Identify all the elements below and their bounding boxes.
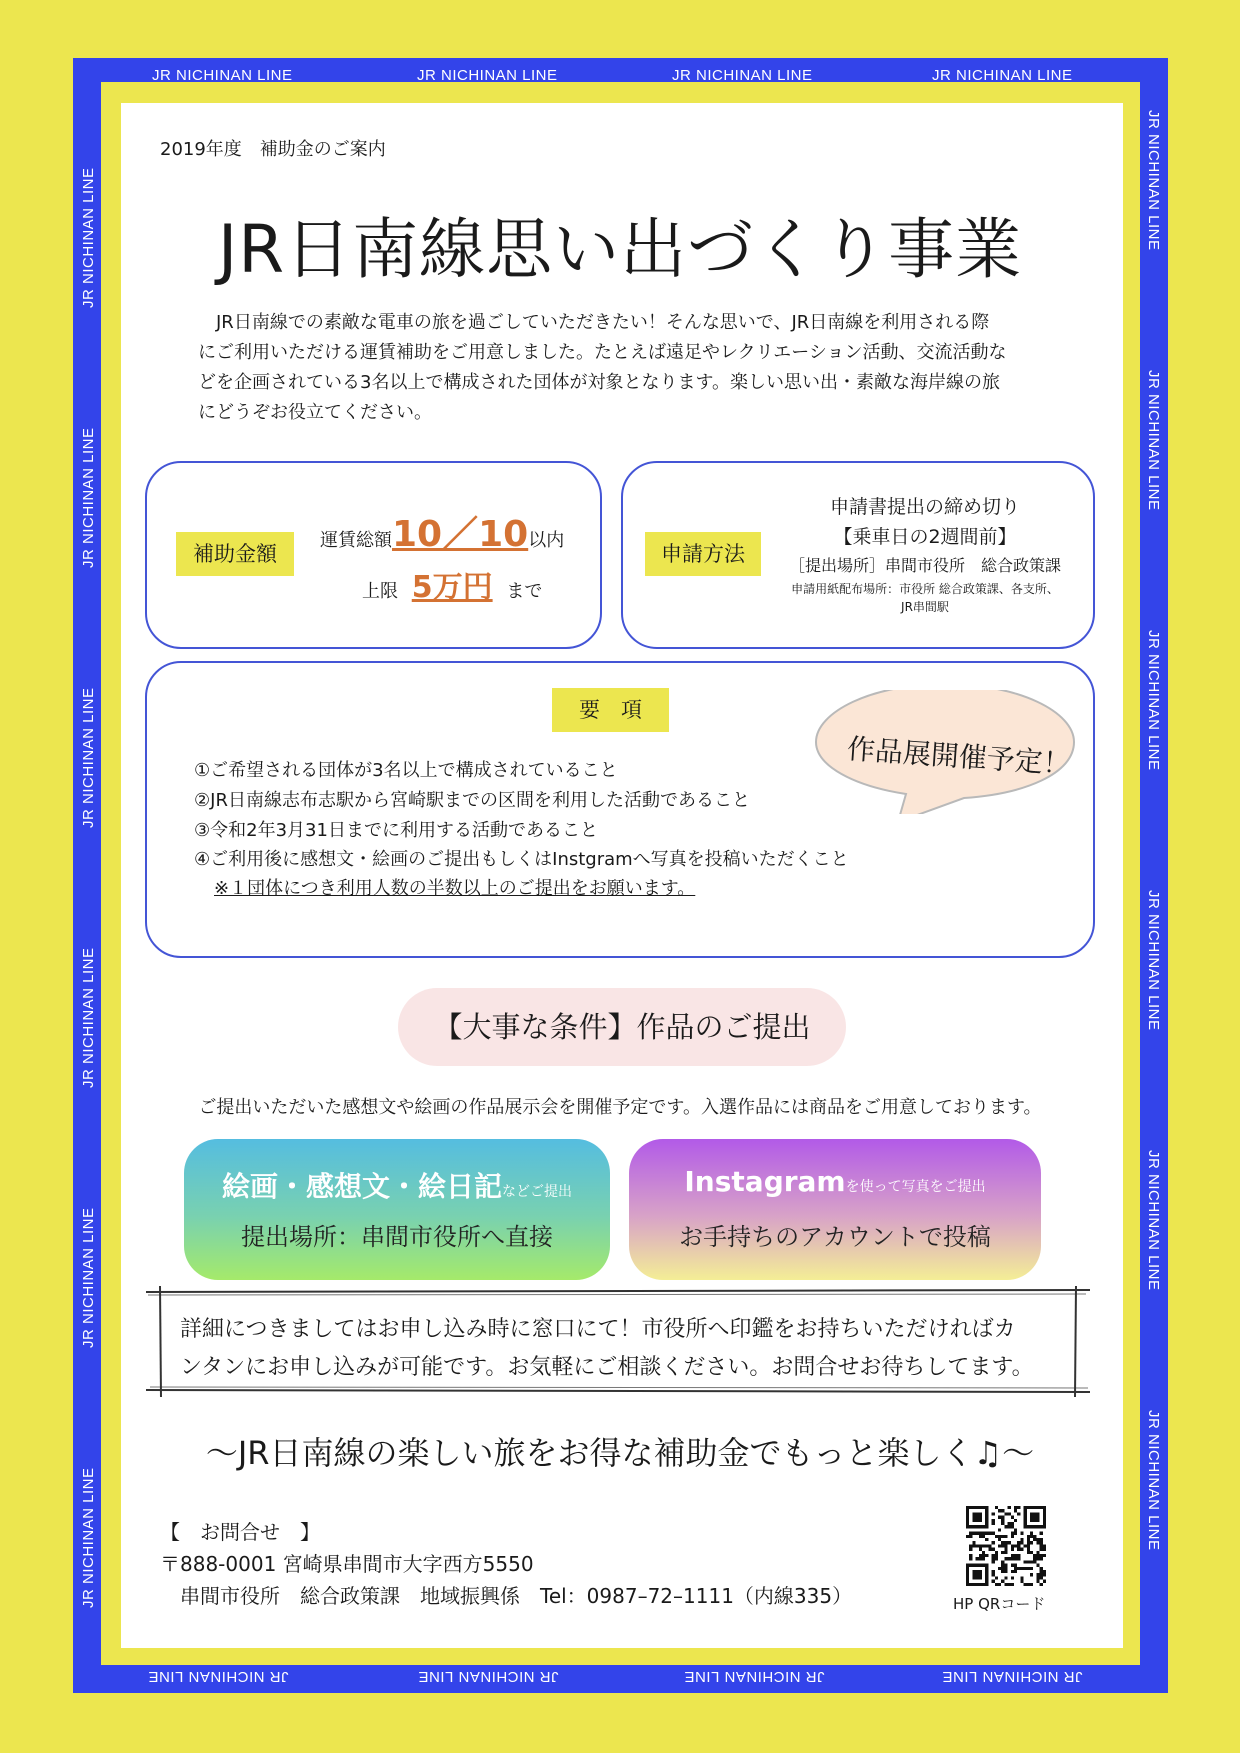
instagram-submission-title bbox=[629, 1165, 1041, 1198]
subsidy-rate-value: 10／10 bbox=[392, 514, 529, 555]
art-title-small: などご提出 bbox=[502, 1184, 572, 1200]
conditions-description: ご提出いただいた感想文や絵画の作品展示会を開催予定です。入選作品には商品をご用意しております。 bbox=[198, 1097, 1042, 1118]
band-text-left-1: JR NICHINAN LINE bbox=[80, 167, 97, 308]
requirement-item: ①ご希望される団体が3名以上で構成されていること bbox=[194, 760, 618, 781]
notice-line: ンタンにお申し込みが可能です。お気軽にご相談ください。お問合せお待ちしてます。 bbox=[180, 1355, 1034, 1380]
intro-line: どを企画されている3名以上で構成された団体が対象となります。楽しい思い出・素敵な海岸線の旅 bbox=[198, 372, 1001, 393]
exhibition-announcement: 作品展開催予定！ bbox=[846, 732, 1072, 781]
requirements-label: 要 項 bbox=[552, 688, 669, 732]
band-text-right-2: JR NICHINAN LINE bbox=[1145, 370, 1162, 511]
band-text-top-4: JR NICHINAN LINE bbox=[932, 67, 1073, 84]
instagram-title-small: を使って写真をご提出 bbox=[845, 1179, 986, 1195]
band-text-left-4: JR NICHINAN LINE bbox=[80, 947, 97, 1088]
requirement-item: ④ご利用後に感想文・絵画のご提出もしくはInstgramへ写真を投稿いただくこと bbox=[194, 849, 849, 870]
submission-place: ［提出場所］串間市役所 総合政策課 bbox=[788, 556, 1061, 575]
band-text-bottom-1: JR NICHINAN LINE bbox=[148, 1668, 289, 1685]
subsidy-rate-suffix: 以内 bbox=[528, 530, 565, 551]
subsidy-amount-label: 補助金額 bbox=[176, 532, 294, 576]
art-title-main: 絵画・感想文・絵日記 bbox=[221, 1170, 502, 1203]
band-text-right-4: JR NICHINAN LINE bbox=[1145, 890, 1162, 1031]
band-text-right-6: JR NICHINAN LINE bbox=[1145, 1410, 1162, 1551]
intro-line: JR日南線での素敵な電車の旅を過ごしていただきたい！そんな思いで、JR日南線を利用される際 bbox=[198, 312, 990, 333]
contact-heading: 【 お問合せ 】 bbox=[160, 1520, 320, 1544]
form-distribution-line1: 申請用紙配布場所：市役所 総合政策課、各支所、 bbox=[791, 582, 1059, 596]
instagram-submission-method: お手持ちのアカウントで投稿 bbox=[679, 1223, 991, 1251]
art-submission-panel bbox=[184, 1139, 610, 1280]
instagram-submission-panel bbox=[629, 1139, 1041, 1280]
band-text-top-3: JR NICHINAN LINE bbox=[672, 67, 813, 84]
notice-line: 詳細につきましてはお申し込み時に窓口にて！市役所へ印鑑をお持ちいただければカ bbox=[180, 1317, 1016, 1342]
instagram-title-main: Instagram bbox=[684, 1165, 846, 1198]
band-text-bottom-3: JR NICHINAN LINE bbox=[684, 1668, 825, 1685]
art-submission-title bbox=[184, 1165, 610, 1205]
subsidy-cap-suffix: まで bbox=[506, 581, 543, 602]
notice-text bbox=[180, 1311, 1080, 1387]
intro-line: にご利用いただける運賃補助をご用意しました。たとえば遠足やレクリエーション活動、交流活動な bbox=[198, 342, 1007, 363]
requirement-note: ※１団体につき利用人数の半数以上のご提出をお願います。 bbox=[214, 878, 696, 899]
contact-info bbox=[160, 1516, 852, 1612]
qr-code-label: HP QRコード bbox=[953, 1595, 1046, 1613]
band-text-top-1: JR NICHINAN LINE bbox=[152, 67, 293, 84]
requirement-item: ③令和2年3月31日までに利用する活動であること bbox=[194, 820, 598, 841]
page-title: JR日南線思い出づくり事業 bbox=[217, 211, 1023, 288]
subsidy-cap-prefix: 上限 bbox=[362, 581, 398, 602]
band-text-right-5: JR NICHINAN LINE bbox=[1145, 1150, 1162, 1291]
band-text-bottom-2: JR NICHINAN LINE bbox=[418, 1668, 559, 1685]
slogan: ～JR日南線の楽しい旅をお得な補助金でもっと楽しく♫～ bbox=[205, 1434, 1035, 1472]
contact-office: 串間市役所 総合政策課 地域振興係 Tel：0987–72–1111（内線335） bbox=[160, 1584, 853, 1608]
subsidy-rate-line bbox=[320, 506, 564, 557]
band-text-left-6: JR NICHINAN LINE bbox=[80, 1467, 97, 1608]
application-details bbox=[770, 492, 1080, 616]
requirement-item: ②JR日南線志布志駅から宮崎駅までの区間を利用した活動であること bbox=[194, 790, 750, 811]
subsidy-cap-value: 5万円 bbox=[411, 570, 493, 605]
deadline-value: 【乗車日の2週間前】 bbox=[833, 526, 1017, 548]
band-text-left-3: JR NICHINAN LINE bbox=[80, 687, 97, 828]
band-text-bottom-4: JR NICHINAN LINE bbox=[942, 1668, 1083, 1685]
band-text-left-2: JR NICHINAN LINE bbox=[80, 427, 97, 568]
band-text-top-2: JR NICHINAN LINE bbox=[417, 67, 558, 84]
form-distribution-line2: JR串間駅 bbox=[901, 600, 949, 614]
subsidy-rate-prefix: 運賃総額 bbox=[320, 530, 392, 551]
subsidy-cap-line bbox=[362, 562, 542, 606]
qr-code-icon[interactable] bbox=[966, 1506, 1046, 1586]
application-method-label: 申請方法 bbox=[645, 532, 761, 576]
band-text-left-5: JR NICHINAN LINE bbox=[80, 1207, 97, 1348]
contact-address: 〒888-0001 宮崎県串間市大字西方5550 bbox=[160, 1552, 534, 1576]
band-text-right-3: JR NICHINAN LINE bbox=[1145, 630, 1162, 771]
intro-line: にどうぞお役立てください。 bbox=[198, 402, 432, 423]
deadline-title: 申請書提出の締め切り bbox=[829, 496, 1020, 518]
art-submission-place: 提出場所：串間市役所へ直接 bbox=[241, 1223, 553, 1251]
document-label: 2019年度 補助金のご案内 bbox=[160, 139, 386, 160]
conditions-header: 【大事な条件】作品のご提出 bbox=[398, 988, 846, 1066]
intro-paragraph bbox=[198, 308, 1048, 428]
band-text-right-1: JR NICHINAN LINE bbox=[1145, 110, 1162, 251]
